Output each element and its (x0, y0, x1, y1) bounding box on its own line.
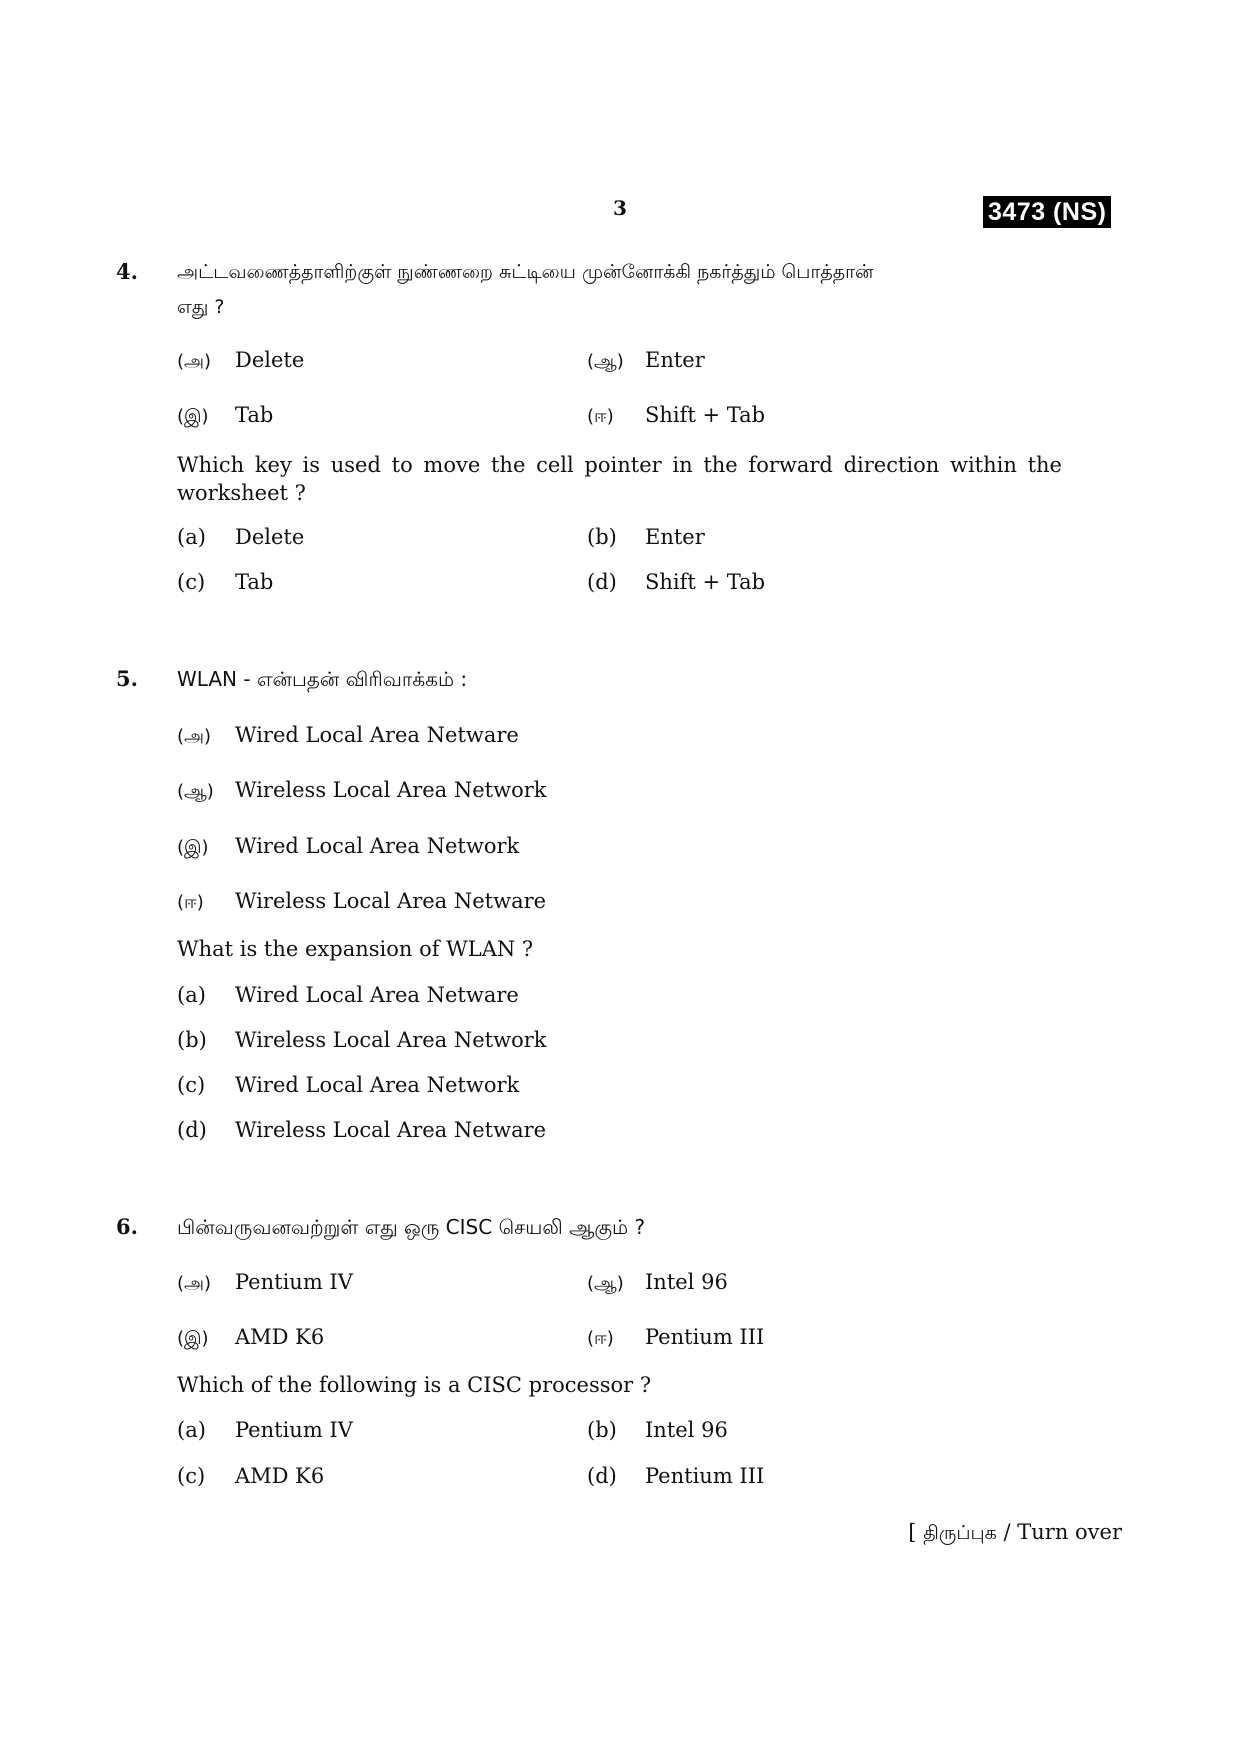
option-english-d (587, 568, 765, 596)
option-label: (d) (587, 570, 617, 594)
option-label: (a) (177, 1418, 206, 1442)
option-tamil-c (177, 401, 273, 431)
option-label: (இ) (177, 1328, 209, 1349)
option-english-d (587, 1462, 764, 1490)
option-text: Pentium III (645, 1325, 765, 1349)
turn-over-tamil: திருப்புக (923, 1522, 997, 1544)
option-text: AMD K6 (235, 1464, 325, 1488)
question-text-tamil: அட்டவணைத்தாளிற்குள் நுண்ணறை சுட்டியை முன்னோக்கி நகர்த்தும் பொத்தான் (177, 261, 874, 283)
question-text-english: What is the expansion of WLAN ? (177, 937, 534, 961)
option-tamil-a (177, 346, 304, 376)
option-text: Enter (645, 525, 705, 549)
option-text: Shift + Tab (645, 403, 766, 427)
option-text: Wireless Local Area Netware (235, 889, 547, 913)
option-english-a (177, 981, 519, 1009)
option-text: Shift + Tab (645, 570, 766, 594)
turn-over-english: Turn over (1017, 1520, 1122, 1544)
option-text: Tab (235, 403, 274, 427)
option-label: (b) (587, 1418, 617, 1442)
question-number: 5. (116, 666, 138, 691)
option-tamil-d (587, 1323, 764, 1353)
option-label: (ஆ) (587, 351, 624, 372)
option-english-c (177, 1071, 519, 1099)
option-tamil-a (177, 721, 519, 751)
option-label: (இ) (177, 837, 209, 858)
option-label: (ஆ) (587, 1273, 624, 1294)
option-english-a (177, 1416, 353, 1444)
option-english-b (587, 1416, 728, 1444)
option-label: (a) (177, 525, 206, 549)
option-tamil-b (587, 1268, 728, 1298)
option-label: (ஈ) (177, 892, 204, 913)
option-tamil-c (177, 832, 519, 862)
option-text: AMD K6 (235, 1325, 325, 1349)
question-text-english: Which of the following is a CISC processor ? (177, 1373, 652, 1397)
option-text: Pentium IV (235, 1418, 353, 1442)
question-number: 6. (116, 1214, 138, 1239)
option-english-c (177, 568, 273, 596)
option-label: (b) (177, 1028, 207, 1052)
option-english-b (177, 1026, 546, 1054)
option-english-a (177, 523, 304, 551)
option-label: (ஈ) (587, 1328, 614, 1349)
option-tamil-d (587, 401, 765, 431)
option-tamil-b (587, 346, 705, 376)
option-text: Wireless Local Area Network (235, 1028, 547, 1052)
option-english-c (177, 1462, 324, 1490)
option-text: Pentium IV (235, 1270, 353, 1294)
option-label: (c) (177, 570, 206, 594)
option-text: Enter (645, 348, 705, 372)
option-tamil-c (177, 1323, 324, 1353)
option-label: (b) (587, 525, 617, 549)
option-text: Wired Local Area Network (235, 834, 520, 858)
option-label: (d) (587, 1464, 617, 1488)
option-text: Tab (235, 570, 274, 594)
option-text: Wireless Local Area Netware (235, 1118, 547, 1142)
option-text: Delete (235, 525, 305, 549)
option-label: (அ) (177, 726, 212, 747)
paper-code-badge: 3473 (NS) (983, 196, 1111, 228)
option-label: (ஈ) (587, 406, 614, 427)
option-text: Pentium III (645, 1464, 765, 1488)
question-text-tamil-label: WLAN - என்பதன் விரிவாக்கம் : (177, 667, 468, 691)
turn-over-note (908, 1520, 1122, 1547)
turn-over-separator: / (1003, 1520, 1011, 1544)
question-text-english: Which key is used to move the cell pointer in the forward direction within the worksheet ? (177, 453, 1062, 505)
option-text: Wired Local Area Netware (235, 723, 519, 747)
option-label: (அ) (177, 1273, 212, 1294)
option-label: (அ) (177, 351, 212, 372)
option-text: Wired Local Area Network (235, 1073, 520, 1097)
option-label: (a) (177, 983, 206, 1007)
option-tamil-d (177, 887, 546, 917)
option-label: (c) (177, 1464, 206, 1488)
question-number: 4. (116, 259, 138, 284)
option-text: Wired Local Area Netware (235, 983, 519, 1007)
page-number: 3 (613, 196, 627, 220)
option-english-b (587, 523, 705, 551)
question-text-tamil: பின்வருவனவற்றுள் எது ஒரு CISC செயலி ஆகும் ? (177, 1215, 646, 1239)
option-text: Wireless Local Area Network (235, 778, 547, 802)
question-text-tamil (177, 665, 467, 693)
option-english-d (177, 1116, 546, 1144)
option-text: Delete (235, 348, 305, 372)
turn-over-bracket: [ (908, 1520, 917, 1544)
option-label: (ஆ) (177, 781, 214, 802)
option-label: (d) (177, 1118, 207, 1142)
option-tamil-a (177, 1268, 353, 1298)
option-label: (c) (177, 1073, 206, 1097)
option-text: Intel 96 (645, 1270, 728, 1294)
option-tamil-b (177, 776, 546, 806)
option-text: Intel 96 (645, 1418, 728, 1442)
option-label: (இ) (177, 406, 209, 427)
question-text-tamil-cont: எது ? (177, 296, 225, 318)
